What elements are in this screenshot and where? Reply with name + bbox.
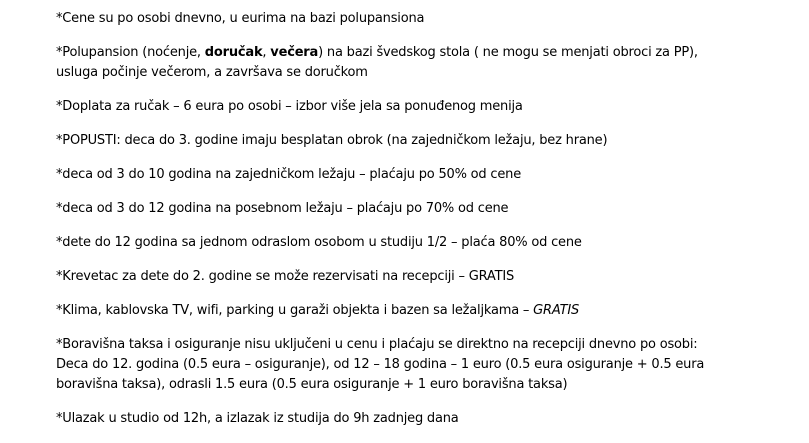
- tourist-tax-line-2: Deca do 12. godina (0.5 eura – osiguranje), od 12 – 18 godina – 1 euro (0.5 eura osiguranje + 0.5 eura: [56, 357, 705, 372]
- dinner-bold-text: večera: [270, 45, 319, 60]
- half-board-line-2: usluga počinje večerom, a završava se doručkom: [56, 65, 368, 80]
- tourist-tax-line-1: *Boravišna taksa i osiguranje nisu uključeni u cenu i plaćaju se direktno na recepciji dnevno po osobi:: [56, 337, 698, 352]
- half-board-separator: ,: [262, 45, 271, 60]
- tourist-tax-paragraph: [56, 335, 804, 395]
- lunch-surcharge-paragraph: *Doplata za ručak – 6 eura po osobi – izbor više jela sa ponuđenog menija: [56, 99, 523, 114]
- children-3-12-paragraph: *deca od 3 do 12 godina na posebnom ležaju – plaćaju po 70% od cene: [56, 201, 509, 216]
- breakfast-bold-text: doručak: [204, 45, 263, 60]
- half-board-paragraph: [56, 43, 804, 83]
- document-body: [56, 9, 804, 443]
- half-board-line-1: [56, 43, 804, 63]
- children-3-10-paragraph: *deca od 3 do 10 godina na zajedničkom ležaju – plaćaju po 50% od cene: [56, 167, 521, 182]
- amenities-paragraph: [56, 301, 804, 321]
- amenities-text: *Klima, kablovska TV, wifi, parking u garaži objekta i bazen sa ležaljkama –: [56, 303, 534, 318]
- half-board-text-before: *Polupansion (noćenje,: [56, 45, 205, 60]
- price-note-paragraph: *Cene su po osobi dnevno, u eurima na bazi polupansiona: [56, 11, 425, 26]
- crib-paragraph: *Krevetac za dete do 2. godine se može rezervisati na recepciji – GRATIS: [56, 269, 515, 284]
- tourist-tax-line-3: boravišna taksa), odrasli 1.5 eura (0.5 eura osiguranje + 1 euro boravišna taksa): [56, 377, 568, 392]
- half-board-text-after: ) na bazi švedskog stola ( ne mogu se menjati obroci za PP),: [318, 45, 698, 60]
- check-in-out-paragraph: *Ulazak u studio od 12h, a izlazak iz studija do 9h zadnjeg dana: [56, 411, 459, 426]
- discounts-paragraph: *POPUSTI: deca do 3. godine imaju besplatan obrok (na zajedničkom ležaju, bez hrane): [56, 133, 608, 148]
- amenities-gratis-italic: GRATIS: [533, 303, 580, 318]
- child-with-adult-paragraph: *dete do 12 godina sa jednom odraslom osobom u studiju 1/2 – plaća 80% od cene: [56, 235, 582, 250]
